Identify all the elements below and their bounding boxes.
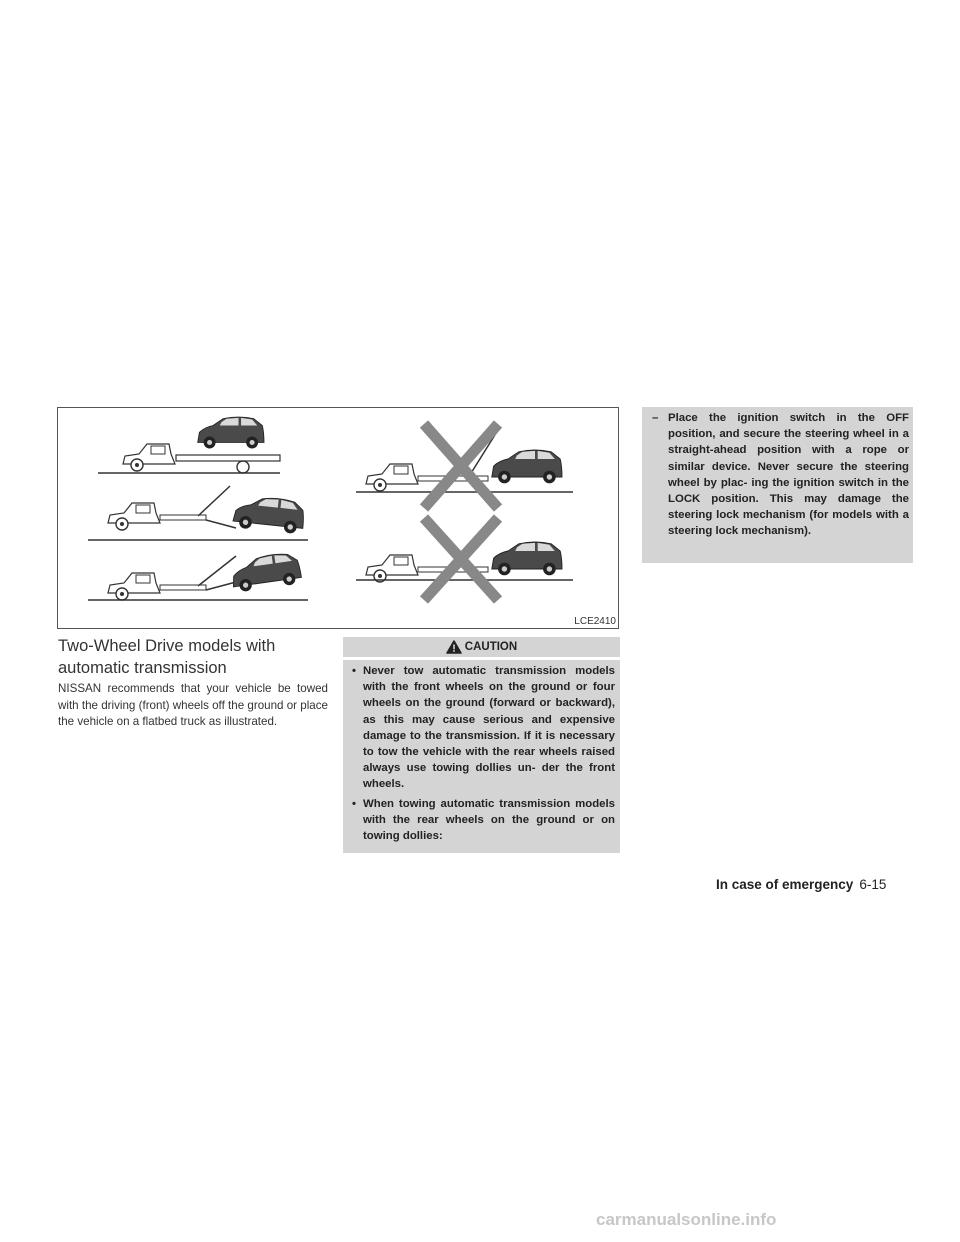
page-number: 6-15 <box>859 877 887 892</box>
caution-item: • When towing automatic transmission models with the rear wheels on the ground or on towing dollies: <box>352 797 615 843</box>
caution-item: • Never tow automatic transmission models with the front wheels on the ground or four wheels on the ground (forward or backward), as this may cause serious and expensive damage to the transmission. If it is necessary to tow the vehicle with the rear wheels raised always use towing dollies un- der the front wheels. <box>352 665 615 791</box>
footer-section: In case of emergency <box>716 877 854 892</box>
towing-methods-diagram <box>58 408 620 630</box>
towing-dolly-method <box>88 551 308 600</box>
incorrect-tow-method-2 <box>356 518 573 600</box>
caution-box <box>343 660 620 853</box>
watermark: carmanualsonline.info <box>596 1210 777 1229</box>
warning-triangle-icon <box>446 640 462 654</box>
caution-subitem: – Place the ignition switch in the OFF position, and secure the steering wheel in a straight-ahead position with a rope or similar device. Never secure the steering wheel by plac- ing the ignition switch in the LOCK position. This may damage the steering lock mechanism (for models with a steering lock mechanism). <box>652 412 909 538</box>
towing-illustration <box>57 407 619 629</box>
flatbed-truck-method <box>98 417 280 473</box>
section-title: Two-Wheel Drive models with automatic transmission <box>58 637 276 677</box>
wheel-lift-method <box>88 486 308 540</box>
figure-code: LCE2410 <box>574 616 616 627</box>
caution-heading: CAUTION <box>343 637 620 657</box>
section-body: NISSAN recommends that your vehicle be towed with the driving (front) wheels off the ground or place the vehicle on a flatbed truck as illustrated. <box>58 682 328 728</box>
incorrect-tow-method-1 <box>356 424 573 508</box>
page-footer <box>716 877 916 892</box>
caution-box-continued <box>642 407 913 563</box>
